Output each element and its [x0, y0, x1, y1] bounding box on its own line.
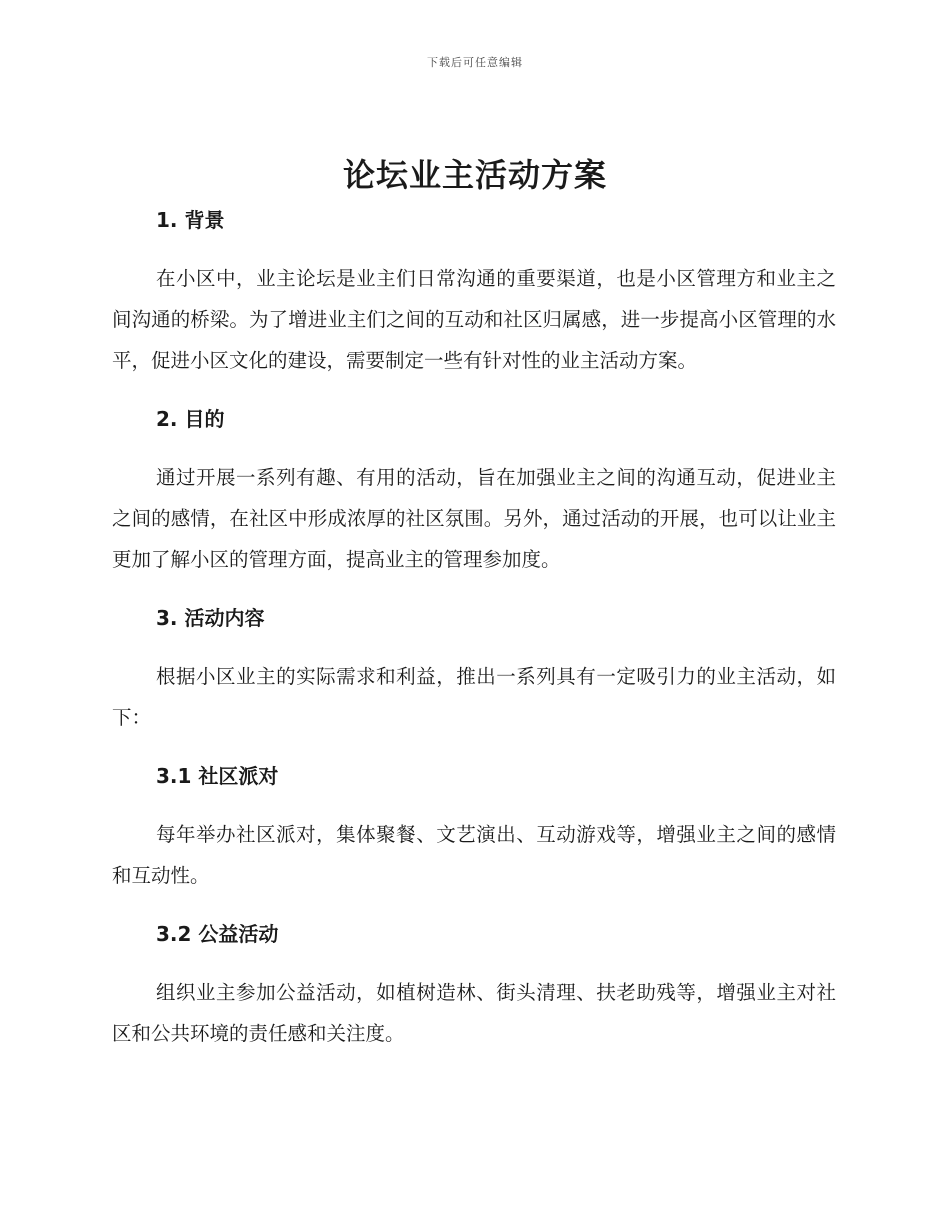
section-heading: 1. 背景: [156, 208, 225, 232]
section-purpose: [112, 403, 836, 580]
document-title: 论坛业主活动方案: [342, 156, 607, 194]
section-heading: 3. 活动内容: [156, 606, 265, 630]
section-charity-activity: [112, 918, 836, 1054]
section-heading: 2. 目的: [156, 407, 225, 431]
section-heading: 3.2 公益活动: [156, 922, 279, 946]
section-paragraph: 根据小区业主的实际需求和利益，推出一系列具有一定吸引力的业主活动，如下：: [112, 665, 836, 729]
section-paragraph: 在小区中，业主论坛是业主们日常沟通的重要渠道，也是小区管理方和业主之间沟通的桥梁。为了增进业主们之间的互动和社区归属感，进一步提高小区管理的水平，促进小区文化的建设，需要制定一些有针对性的业主活动方案。: [112, 267, 836, 372]
document-body: [112, 204, 836, 1054]
section-background: [112, 204, 836, 381]
page-header-note: 下载后可任意编辑: [427, 56, 523, 69]
section-activity-content: [112, 602, 836, 738]
section-paragraph: 通过开展一系列有趣、有用的活动，旨在加强业主之间的沟通互动，促进业主之间的感情，在社区中形成浓厚的社区氛围。另外，通过活动的开展，也可以让业主更加了解小区的管理方面，提高业主的管理参加度。: [112, 466, 836, 571]
section-paragraph: 每年举办社区派对，集体聚餐、文艺演出、互动游戏等，增强业主之间的感情和互动性。: [112, 823, 836, 887]
section-paragraph: 组织业主参加公益活动，如植树造林、街头清理、扶老助残等，增强业主对社区和公共环境的责任感和关注度。: [112, 981, 836, 1045]
section-heading: 3.1 社区派对: [156, 764, 279, 788]
section-community-party: [112, 760, 836, 896]
